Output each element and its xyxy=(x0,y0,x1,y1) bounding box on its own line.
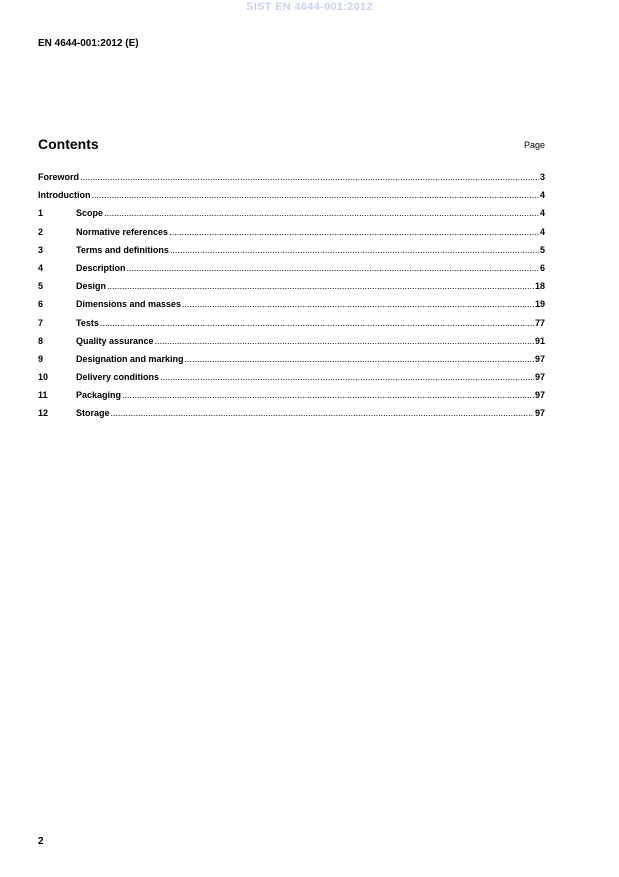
toc-leader-dots xyxy=(169,227,539,238)
toc-entry-title: Scope xyxy=(76,208,104,219)
table-of-contents xyxy=(38,172,545,427)
toc-entry-title: Normative references xyxy=(76,226,169,237)
toc-entry-terms-and-definitions[interactable] xyxy=(38,245,545,263)
toc-entry-number: 5 xyxy=(38,281,44,292)
toc-entry-number: 10 xyxy=(38,372,49,383)
toc-entry-page: 97 xyxy=(534,372,545,383)
toc-leader-dots xyxy=(170,245,539,256)
toc-entry-quality-assurance[interactable] xyxy=(38,336,545,354)
toc-entry-page: 5 xyxy=(539,244,545,255)
page-column-label: Page xyxy=(523,140,545,150)
toc-entry-number: 2 xyxy=(38,226,44,237)
toc-leader-dots xyxy=(182,299,534,310)
toc-entry-number: 3 xyxy=(38,244,44,255)
toc-entry-number: 12 xyxy=(38,408,49,419)
toc-entry-title: Packaging xyxy=(76,390,122,401)
toc-entry-storage[interactable] xyxy=(38,408,545,426)
toc-entry-page: 4 xyxy=(539,226,545,237)
toc-entry-page: 3 xyxy=(539,172,545,182)
toc-entry-introduction[interactable] xyxy=(38,190,545,208)
toc-leader-dots xyxy=(104,208,539,219)
toc-leader-dots xyxy=(127,263,539,274)
toc-entry-scope[interactable] xyxy=(38,208,545,226)
toc-leader-dots xyxy=(155,336,534,347)
toc-entry-number: 1 xyxy=(38,208,44,219)
toc-entry-title: Design xyxy=(76,281,107,292)
toc-leader-dots xyxy=(100,318,534,329)
toc-entry-page: 18 xyxy=(534,281,545,292)
toc-entry-title: Dimensions and masses xyxy=(76,299,182,310)
toc-entry-description[interactable] xyxy=(38,263,545,281)
contents-heading: Contents xyxy=(38,136,99,152)
toc-leader-dots xyxy=(111,408,534,419)
toc-entry-title: Introduction xyxy=(38,190,91,201)
toc-entry-number: 11 xyxy=(38,390,48,401)
watermark: SIST EN 4644-001:2012 xyxy=(246,1,373,13)
toc-entry-title: Terms and definitions xyxy=(76,244,169,255)
toc-entry-number: 6 xyxy=(38,299,44,310)
toc-entry-delivery-conditions[interactable] xyxy=(38,372,545,390)
toc-entry-foreword[interactable] xyxy=(38,172,545,190)
toc-entry-page: 6 xyxy=(539,262,545,273)
toc-entry-design[interactable] xyxy=(38,281,545,299)
toc-entry-title: Description xyxy=(76,262,126,273)
toc-entry-number: 4 xyxy=(38,262,44,273)
toc-entry-page: 77 xyxy=(534,317,545,328)
toc-leader-dots xyxy=(185,354,534,365)
toc-entry-title: Delivery conditions xyxy=(76,372,160,383)
toc-entry-page: 4 xyxy=(539,208,545,219)
toc-entry-title: Storage xyxy=(76,408,110,419)
toc-entry-page: 91 xyxy=(534,335,545,346)
page-number: 2 xyxy=(38,836,44,847)
toc-entry-number: 9 xyxy=(38,353,44,364)
document-id: EN 4644-001:2012 (E) xyxy=(38,38,139,49)
toc-leader-dots xyxy=(122,390,534,401)
toc-entry-tests[interactable] xyxy=(38,318,545,336)
toc-entry-title: Quality assurance xyxy=(76,335,154,346)
toc-entry-page: 97 xyxy=(534,408,545,419)
toc-leader-dots xyxy=(107,281,534,292)
toc-entry-page: 4 xyxy=(539,190,545,201)
toc-leader-dots xyxy=(92,190,539,201)
toc-entry-normative-references[interactable] xyxy=(38,227,545,245)
toc-entry-page: 97 xyxy=(534,390,545,401)
toc-entry-title: Tests xyxy=(76,317,99,328)
toc-entry-number: 7 xyxy=(38,317,44,328)
toc-entry-packaging[interactable] xyxy=(38,390,545,408)
toc-entry-dimensions-and-masses[interactable] xyxy=(38,299,545,317)
toc-entry-page: 97 xyxy=(534,353,545,364)
toc-leader-dots xyxy=(160,372,534,383)
toc-entry-title: Foreword xyxy=(38,172,80,182)
toc-entry-page: 19 xyxy=(534,299,545,310)
toc-entry-number: 8 xyxy=(38,335,44,346)
toc-entry-designation-and-marking[interactable] xyxy=(38,354,545,372)
toc-leader-dots xyxy=(80,172,539,183)
toc-entry-title: Designation and marking xyxy=(76,353,184,364)
